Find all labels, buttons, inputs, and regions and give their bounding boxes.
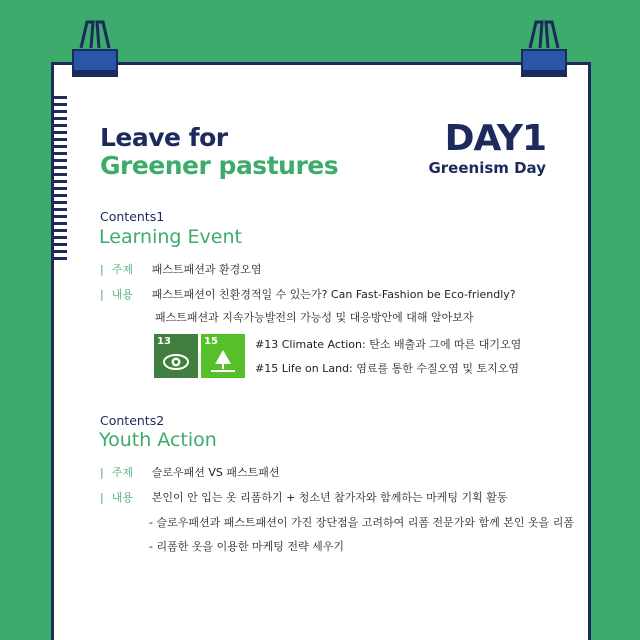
bullet-bar: | xyxy=(100,288,104,301)
headline-line1: Leave for xyxy=(100,123,228,152)
content-key: 내용 xyxy=(111,288,133,301)
contents2-title: Youth Action xyxy=(99,429,217,451)
content-line1: 본인이 안 입는 옷 리폼하기 + 청소년 참가자와 함께하는 마케팅 기획 활동 xyxy=(151,491,508,504)
notebook-binding xyxy=(54,96,67,264)
content-line1: 패스트패션이 친환경적일 수 있는가? Can Fast-Fashion be Eco-friendly? xyxy=(151,288,516,301)
content-line3: - 리폼한 옷을 이용한 마케팅 전략 세우기 xyxy=(149,540,344,553)
binder-clip-icon xyxy=(71,18,119,80)
content-line2: 패스트패션과 지속가능발전의 가능성 및 대응방안에 대해 알아보자 xyxy=(155,311,474,324)
day-subtitle: Greenism Day xyxy=(428,159,546,177)
topic-key: 주제 xyxy=(111,466,133,479)
sdg13-number: 13 xyxy=(157,336,171,347)
topic-key: 주제 xyxy=(111,263,133,276)
contents2-label: Contents2 xyxy=(100,413,165,428)
topic-value: 패스트패션과 환경오염 xyxy=(151,263,262,276)
bullet-bar: | xyxy=(100,491,104,504)
topic-value: 슬로우패션 VS 패스트패션 xyxy=(151,466,280,479)
contents2-content-row xyxy=(100,489,508,505)
sdg13-climate-icon xyxy=(154,334,198,378)
sdg15-number: 15 xyxy=(204,336,218,347)
content-line2: - 슬로우패션과 패스트패션이 가진 장단점을 고려하여 리폼 전문가와 함께 본인 옷을 리폼 xyxy=(149,516,574,529)
contents1-topic-row xyxy=(100,261,261,277)
contents2-topic-row xyxy=(100,464,279,480)
bullet-bar: | xyxy=(100,263,104,276)
day-title: DAY1 xyxy=(444,118,546,159)
contents1-title: Learning Event xyxy=(99,226,242,248)
binder-clip-icon xyxy=(520,18,568,80)
content-key: 내용 xyxy=(111,491,133,504)
contents1-label: Contents1 xyxy=(100,209,165,224)
headline-line2: Greener pastures xyxy=(100,151,339,180)
sdg15-life-on-land-icon xyxy=(201,334,245,378)
sdg13-description: #13 Climate Action: 탄소 배출과 그에 따른 대기오염 xyxy=(255,338,522,351)
contents1-content-row xyxy=(100,286,516,302)
bullet-bar: | xyxy=(100,466,104,479)
sdg15-description: #15 Life on Land: 염료를 통한 수질오염 및 토지오염 xyxy=(255,362,520,375)
